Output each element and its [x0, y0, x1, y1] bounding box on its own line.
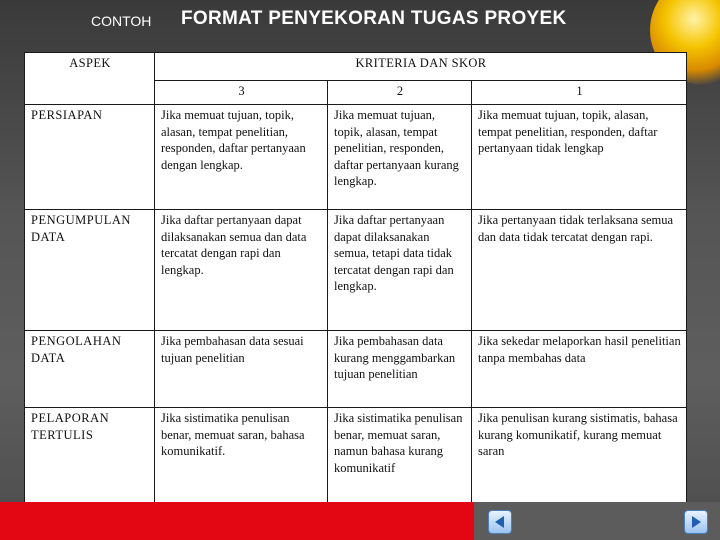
previous-arrow-icon	[492, 514, 508, 530]
aspect-pengumpulan-data: PENGUMPULAN DATA	[25, 210, 155, 331]
table-row-pelaporan	[25, 408, 687, 503]
aspect-persiapan: PERSIAPAN	[25, 105, 155, 210]
aspect-header: ASPEK	[25, 53, 155, 105]
next-arrow-icon	[688, 514, 704, 530]
criteria-cell: Jika memuat tujuan, topik, alasan, tempat penelitian, responden, daftar pertanyaan dengan lengkap.	[155, 105, 328, 210]
criteria-cell: Jika pertanyaan tidak terlaksana semua dan data tidak tercatat dengan rapi.	[472, 210, 687, 331]
aspect-pelaporan-tertulis: PELAPORAN TERTULIS	[25, 408, 155, 503]
previous-slide-button[interactable]	[488, 510, 512, 534]
criteria-cell: Jika sistimatika penulisan benar, memuat saran, bahasa komunikatif.	[155, 408, 328, 503]
criteria-cell: Jika sekedar melaporkan hasil penelitian tanpa membahas data	[472, 331, 687, 408]
criteria-cell: Jika daftar pertanyaan dapat dilaksanakan semua, tetapi data tidak tercatat dengan rapi dan lengkap.	[328, 210, 472, 331]
aspect-pengolahan-data: PENGOLAHAN DATA	[25, 331, 155, 408]
criteria-cell: Jika memuat tujuan, topik, alasan, tempat penelitian, responden, daftar pertanyaan tidak lengkap	[472, 105, 687, 210]
score-1-header: 1	[472, 81, 687, 105]
score-2-header: 2	[328, 81, 472, 105]
header-row	[25, 53, 687, 81]
scoring-table	[24, 52, 687, 503]
page-title: FORMAT PENYEKORAN TUGAS PROYEK	[181, 8, 567, 29]
criteria-header: KRITERIA DAN SKOR	[155, 53, 687, 81]
table-row-pengumpulan	[25, 210, 687, 331]
title-bar	[0, 8, 720, 36]
criteria-cell: Jika pembahasan data kurang menggambarkan tujuan penelitian	[328, 331, 472, 408]
footer-red-bar	[0, 502, 474, 540]
criteria-cell: Jika daftar pertanyaan dapat dilaksanakan semua dan data tercatat dengan rapi dan lengkap.	[155, 210, 328, 331]
next-slide-button[interactable]	[684, 510, 708, 534]
table-row-pengolahan	[25, 331, 687, 408]
criteria-cell: Jika penulisan kurang sistimatis, bahasa kurang komunikatif, kurang memuat saran	[472, 408, 687, 503]
example-label: CONTOH	[91, 13, 152, 29]
criteria-cell: Jika memuat tujuan, topik, alasan, tempat penelitian, responden, daftar pertanyaan kurang lengkap.	[328, 105, 472, 210]
criteria-cell: Jika sistimatika penulisan benar, memuat saran, namun bahasa kurang komunikatif	[328, 408, 472, 503]
criteria-cell: Jika pembahasan data sesuai tujuan penelitian	[155, 331, 328, 408]
table-row-persiapan	[25, 105, 687, 210]
score-3-header: 3	[155, 81, 328, 105]
